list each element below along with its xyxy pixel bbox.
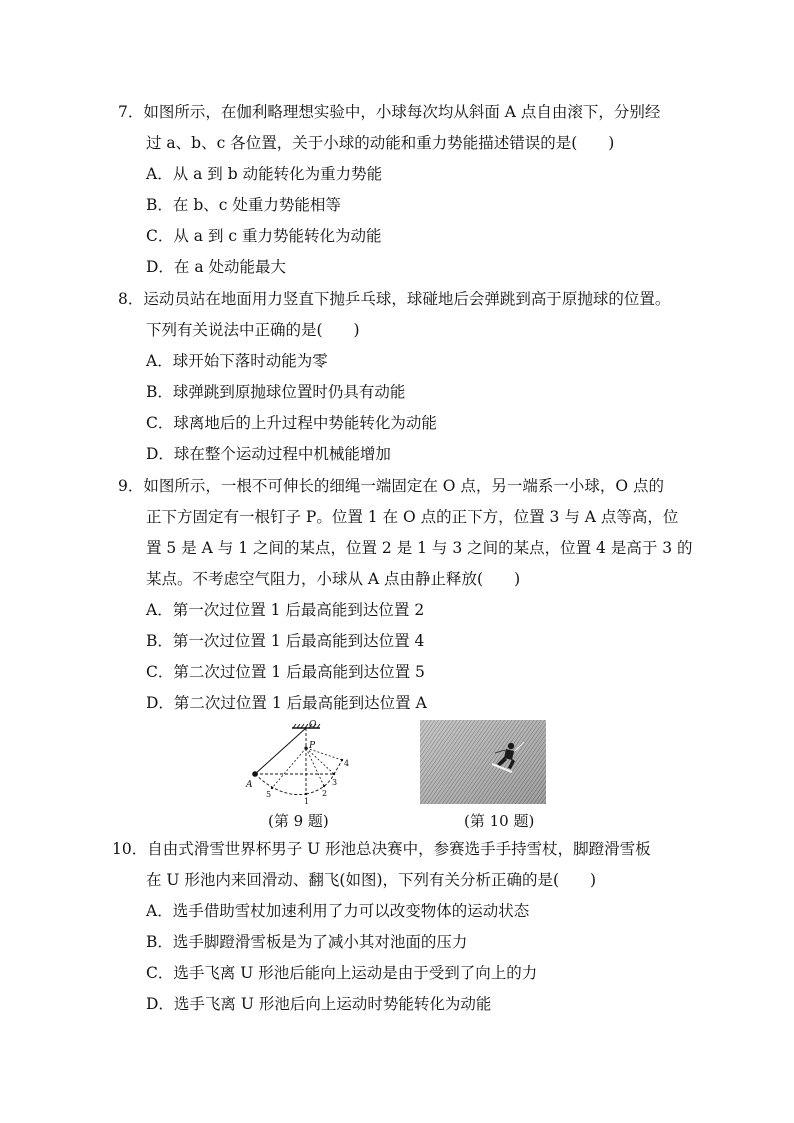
- question-8-option-b: B．球弹跳到原抛球位置时仍具有动能: [146, 383, 406, 401]
- question-10-option-c: C．选手飞离 U 形池后能向上运动是由于受到了向上的力: [146, 964, 538, 982]
- pendulum-diagram: [238, 718, 362, 808]
- label-P: P: [309, 741, 316, 751]
- label-1: 1: [304, 797, 310, 806]
- figures-row: [238, 718, 558, 838]
- label-4: 4: [344, 759, 350, 768]
- label-2: 2: [322, 789, 328, 798]
- figure-10-caption: (第 10 题): [464, 812, 535, 830]
- label-A: A: [246, 780, 253, 790]
- question-8: [118, 284, 688, 470]
- question-7-option-b: B．在 b、c 处重力势能相等: [146, 196, 341, 214]
- question-7-stem-line-1: 7．如图所示，在伽利略理想实验中，小球每次均从斜面 A 点自由滚下，分别经: [118, 103, 661, 121]
- question-10-stem-line-1: 10．自由式滑雪世界杯男子 U 形池总决赛中，参赛选手手持雪杖，脚蹬滑雪板: [112, 840, 651, 858]
- question-9: [118, 471, 693, 719]
- question-8-option-d: D．球在整个运动过程中机械能增加: [146, 445, 391, 463]
- question-9-stem-line-1: 9．如图所示，一根不可伸长的细绳一端固定在 O 点，另一端系一小球，O 点的: [118, 477, 665, 495]
- question-7-option-a: A．从 a 到 b 动能转化为重力势能: [146, 165, 383, 183]
- skier-photo: [420, 720, 546, 804]
- question-10: [112, 834, 688, 1020]
- question-7-option-c: C．从 a 到 c 重力势能转化为动能: [146, 227, 382, 245]
- question-9-stem-line-3: 置 5 是 A 与 1 之间的某点，位置 2 是 1 与 3 之间的某点，位置 4 是高于 3 的: [146, 539, 693, 557]
- question-9-option-d: D．第二次过位置 1 后最高能到达位置 A: [146, 694, 427, 712]
- question-9-option-a: A．第一次过位置 1 后最高能到达位置 2: [146, 601, 425, 619]
- question-7: [118, 97, 688, 283]
- question-8-stem-line-1: 8．运动员站在地面用力竖直下抛乒乓球，球碰地后会弹跳到高于原抛球的位置。: [118, 290, 671, 308]
- question-8-option-c: C．球离地后的上升过程中势能转化为动能: [146, 414, 437, 432]
- question-10-option-d: D．选手飞离 U 形池后向上运动时势能转化为动能: [146, 995, 492, 1013]
- question-7-option-d: D．在 a 处动能最大: [146, 258, 287, 276]
- question-8-option-a: A．球开始下落时动能为零: [146, 352, 328, 370]
- question-10-option-a: A．选手借助雪杖加速利用了力可以改变物体的运动状态: [146, 902, 530, 920]
- question-9-stem-line-2: 正下方固定有一根钉子 P。位置 1 在 O 点的正下方，位置 3 与 A 点等高，位: [146, 508, 679, 526]
- label-O: O: [309, 720, 317, 730]
- question-8-stem-line-2: 下列有关说法中正确的是( ): [146, 321, 360, 339]
- question-9-option-c: C．第二次过位置 1 后最高能到达位置 5: [146, 663, 425, 681]
- question-10-stem-line-2: 在 U 形池内来回滑动、翻飞(如图)，下列有关分析正确的是( ): [146, 871, 597, 889]
- question-10-option-b: B．选手脚蹬滑雪板是为了减小其对池面的压力: [146, 933, 468, 951]
- figure-9-caption: (第 9 题): [268, 812, 329, 830]
- label-3: 3: [332, 778, 338, 787]
- label-5: 5: [266, 790, 272, 799]
- question-9-stem-line-4: 某点。不考虑空气阻力，小球从 A 点由静止释放( ): [146, 570, 521, 588]
- question-7-stem-line-2: 过 a、b、c 各位置，关于小球的动能和重力势能描述错误的是( ): [146, 134, 615, 152]
- question-9-option-b: B．第一次过位置 1 后最高能到达位置 4: [146, 632, 425, 650]
